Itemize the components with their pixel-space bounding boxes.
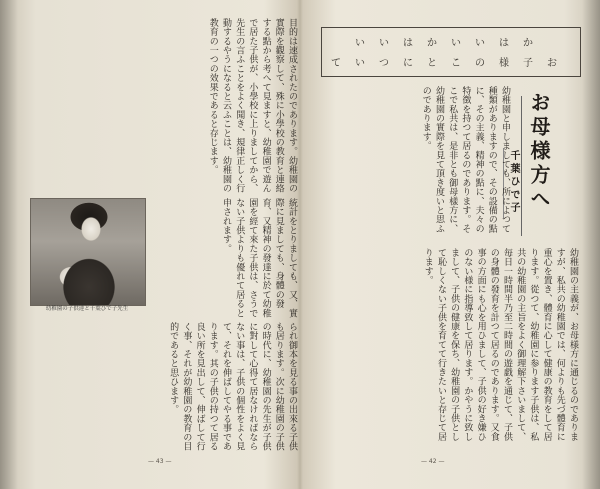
right-body-bottom: 幼稚園の主義が、お母様方に通じるのでありますが、私共の幼稚園では、何よりも先づ體育に重心を置き、體育に心して健康の教育をして居ります。從つて、幼稚園に参ります子供は、私共の幼稚園の主旨をよく御理解下さいまして、毎日一時間半乃至二時間の遊戯を通じて、子供の身體の發育を計つて居るのであります。又食事の方面にも心を用ひまして、子供の好き嫌ひのない様に指導致して居ります。かやうに致しまして、子供の健康を保ち、幼稚園の子供として恥しくない子供を育てて行きたいと存じて居ります。 — [422, 248, 578, 442]
header-box — [321, 27, 581, 77]
right-edge-shadow — [582, 0, 600, 489]
title-rule — [521, 96, 522, 236]
left-page — [0, 0, 299, 489]
page-number-right: — 42 — — [421, 458, 445, 465]
left-body-bottom: られ御本を見る事の出來る子供も居ります。次に幼稚園の子供の時代に、幼稚園の先生が子供に對して心得て居なければならない事は、子供の個性をよく見て、それを伸ばしてやる事であります。其の子供の持つて居る良い所を見出して、伸ばして行く事、それが幼稚園の教育の目的であると思ひます。 — [168, 322, 297, 451]
header-line-1: いいはかいいはか — [355, 38, 547, 49]
right-page — [301, 0, 600, 489]
left-body-top: 目的は速成されたのであります。幼稚園の實際を觀察して、殊に小學校の教育と連絡する點から考へて見ますと、幼稚園で遊んで居た子供が、小學校に上りましてから、先生の言ふことをよく聞き、規律正しく行動するやうになると云ふことは、幼稚園の教育の一つの效果であると存じます。 — [207, 18, 297, 193]
left-edge-shadow — [0, 0, 18, 489]
right-body-top: 幼稚園と申しましても、所によつて種類がありますので、その設備の點に、その主義、精神の點に、夫々の特徴を持つて居るのであります。そこで私共は、是非とも御母樣方に、幼稚園の實際を見て頂き度いと思ふのであります。 — [420, 86, 510, 234]
left-body-middle: 統計をとりましても、又、實際に見ましても、身體の發育、又精神の發達に於て幼稚園を經て來た子供は、さうでない子供よりも優れて居ると申されます。 — [220, 198, 297, 318]
portrait-photo — [30, 198, 146, 306]
photo-caption: 幼稚園の子供達と千葉ひで子先生 — [45, 306, 129, 312]
page-number-left: — 43 — — [148, 458, 172, 465]
header-line-2: ていつにとこの様子お — [331, 58, 571, 69]
article-title: お母様方へ — [527, 92, 551, 212]
author-name: 千葉ひで子 — [508, 150, 519, 215]
